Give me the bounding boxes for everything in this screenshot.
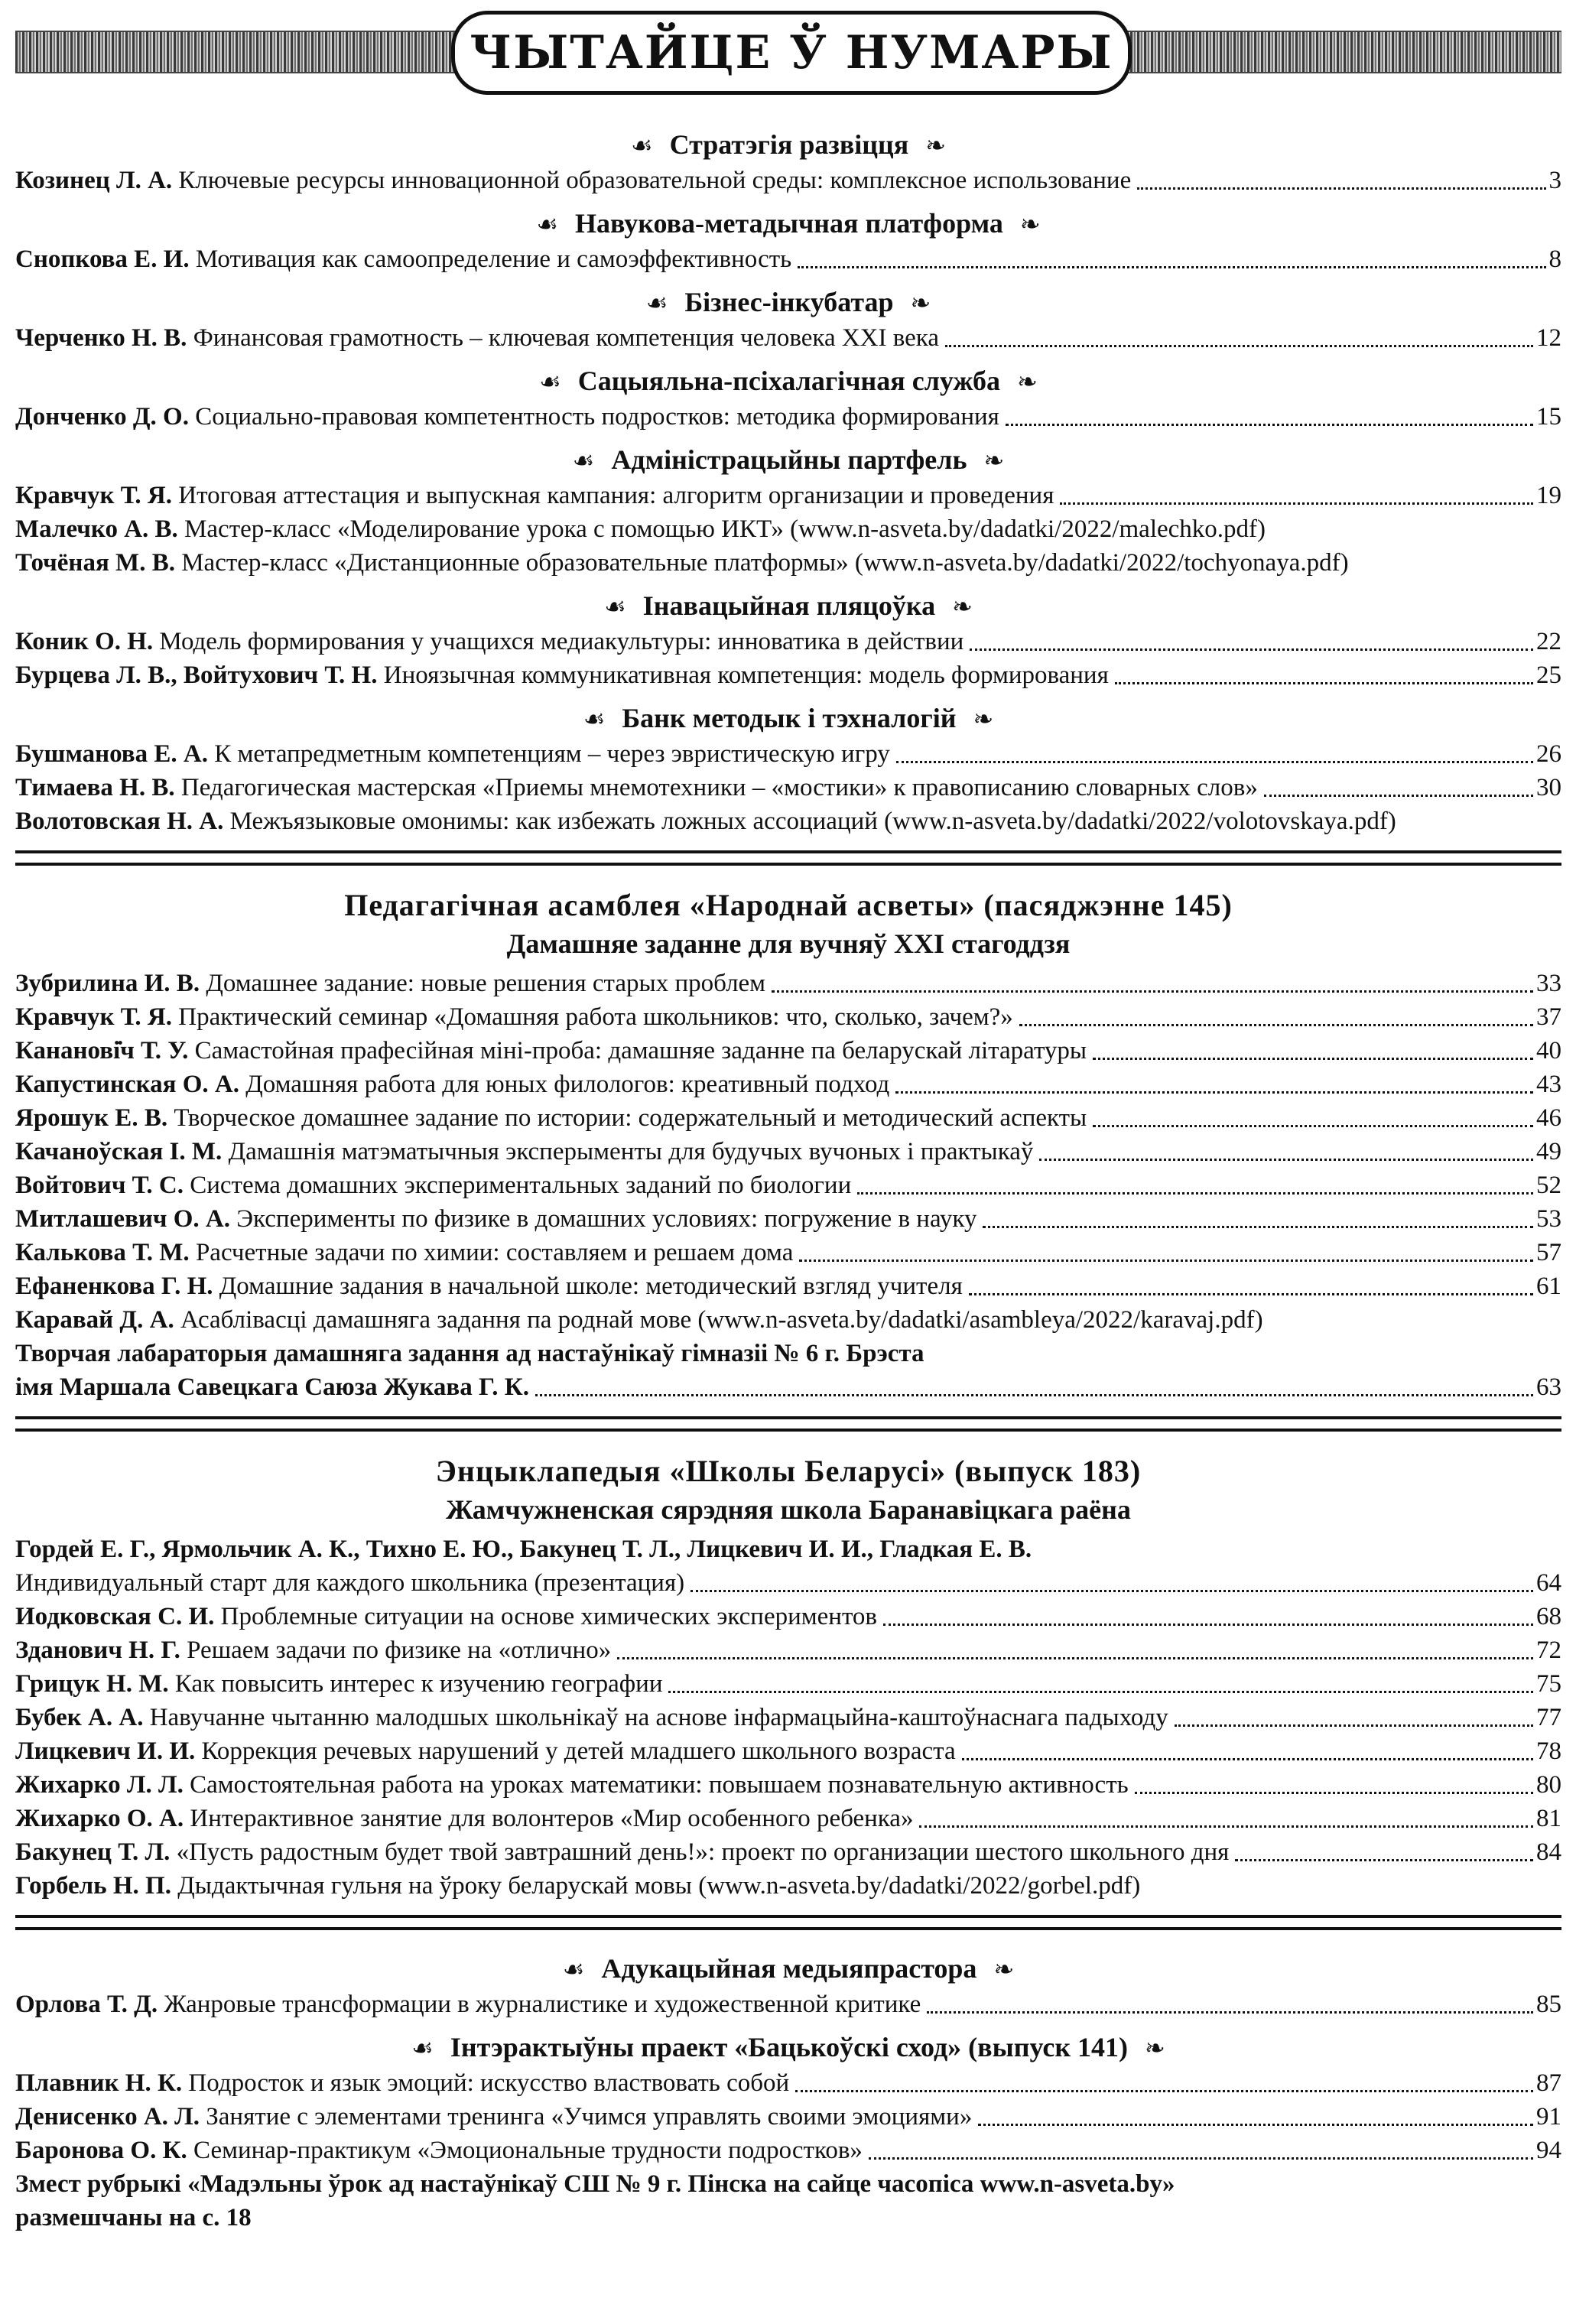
entry-title [15,1802,913,1835]
section-heading: ☙ Стратэгія развіцця ❧ [15,126,1561,164]
page-number: 91 [1536,2103,1561,2131]
entry-author: Иодковская С. И. [15,1603,215,1630]
section-heading: ☙ Інавацыйная пляцоўка ❧ [15,587,1561,625]
entry-text: Дамашнія матэматычныя эксперыменты для будучых вучоных і практыкаў [228,1138,1034,1165]
page-number: 64 [1536,1569,1561,1597]
dot-leader [1115,682,1533,684]
entry-author: Волотовская Н. А. [15,808,224,835]
dot-leader [919,1825,1533,1828]
toc-entry [15,1202,1561,1236]
entry-text: Решаем задачи по физике на «отлично» [187,1637,612,1664]
entry-title: Индивидуальный старт для каждого школьника (презентация) [15,1569,685,1597]
dot-leader [896,761,1533,763]
entry-text: Жанровые трансформации в журналистике и художественной критике [164,1991,921,2018]
dot-leader [970,648,1533,651]
entry-author: Жихарко О. А. [15,1805,184,1832]
encyclopedia-heading: Энцыклапедыя «Школы Беларусі» (выпуск 183) [435,1454,1142,1488]
dot-leader [798,266,1545,268]
page-number: 72 [1536,1637,1561,1664]
dot-leader [1264,795,1533,797]
double-rule [15,1915,1561,1930]
toc-entry [15,1068,1561,1101]
entry-text: Мастер-класс «Дистанционные образовательные платформы» (www.n-asveta.by/dadatki/2022/tochyonaya.pdf) [181,549,1349,577]
double-rule [15,850,1561,866]
dot-leader [962,1758,1533,1760]
entry-author: Козинец Л. А. [15,167,173,194]
section-heading: ☙ Адукацыйная медыяпрастора ❧ [15,1950,1561,1988]
dot-leader [895,1091,1533,1094]
toc-entry [15,625,1561,658]
entry-title [15,1768,1129,1802]
entry-title [15,1202,976,1236]
entry-title [15,1236,793,1269]
leaf-ornament-icon: ❧ [983,447,1005,474]
assembly-final-line: Творчая лабараторыя дамашняга задання ад настаўнікаў гімназіі № 6 г. Брэста [15,1340,924,1367]
dot-leader [883,1624,1533,1626]
entry-author: Зданович Н. Г. [15,1637,180,1664]
dot-leader [535,1394,1533,1396]
section-heading: ☙ Навукова-метадычная платформа ❧ [15,205,1561,242]
leaf-ornament-icon: ❧ [1019,210,1041,238]
encyclopedia-list [15,1600,1561,1903]
toc-entry [15,967,1561,1000]
section-heading: ☙ Бізнес-інкубатар ❧ [15,284,1561,321]
entry-author: Коник О. Н. [15,628,154,655]
entry-author: Донченко Д. О. [15,403,189,431]
entry-text: Как повысить интерес к изучению географии [174,1670,663,1698]
dot-leader [691,1590,1533,1592]
dot-leader [1019,1024,1533,1026]
toc-entry [15,1835,1561,1869]
page-number: 80 [1536,1771,1561,1799]
toc-entry [15,2100,1561,2134]
toc-entry [15,1701,1561,1734]
toc-entry [15,1988,1561,2021]
entry-author: Ярошук Е. В. [15,1104,168,1132]
page-number: 52 [1536,1172,1561,1199]
entry-text: Модель формирования у учащихся медиакультуры: инноватика в действии [159,628,964,655]
page-number: 87 [1536,2069,1561,2097]
entry-text: «Пусть радостным будет твой завтрашний день!»: проект по организации шестого школьного дня [176,1838,1230,1866]
leaf-ornament-icon: ☙ [630,132,653,159]
page-number: 49 [1536,1138,1561,1165]
leaf-ornament-icon: ☙ [604,593,626,620]
media-list [15,1988,1561,2021]
entry-author: Денисенко А. Л. [15,2103,200,2131]
page-number: 57 [1536,1239,1561,1266]
page-number: 94 [1536,2137,1561,2164]
leaf-ornament-icon: ☙ [583,705,606,733]
entry-author: Тимаева Н. В. [15,774,175,801]
entry-text: Асаблівасці дамашняга задання па роднай мове (www.n-asveta.by/dadatki/asambleya/2022/karavaj.pdf) [180,1306,1263,1334]
entry-text: Домашняя работа для юных филологов: креативный подход [245,1071,890,1098]
page-number: 30 [1536,774,1561,801]
page-number: 78 [1536,1737,1561,1765]
entry-author: Точёная М. В. [15,549,175,577]
entry-author: Черченко Н. В. [15,324,187,352]
dot-leader [983,1226,1533,1228]
dot-leader [1135,1792,1533,1794]
table-of-contents-page [15,0,1561,2324]
toc-entry [15,737,1561,771]
dot-leader [1039,1159,1533,1161]
page-number: 33 [1536,970,1561,997]
toc-entry [15,1000,1561,1034]
section-heading: ☙ Сацыяльна-псіхалагічная служба ❧ [15,362,1561,400]
entry-title [15,1701,1168,1734]
project-list [15,2066,1561,2167]
entry-title [15,1633,611,1667]
entry-author: Каравай Д. А. [15,1306,174,1334]
leaf-ornament-icon: ☙ [572,447,595,474]
entry-text: Интерактивное занятие для волонтеров «Мир особенного ребенка» [190,1805,914,1832]
dot-leader [857,1192,1533,1195]
entry-text: Самостоятельная работа на уроках математики: повышаем познавательную активность [190,1771,1129,1799]
entry-title [15,479,1054,512]
entry-title [15,771,1258,804]
entry-text: Домашние задания в начальной школе: методический взгляд учителя [219,1273,963,1300]
page-number: 22 [1536,628,1561,655]
leaf-ornament-icon: ❧ [1017,368,1038,395]
entry-text: Творческое домашнее задание по истории: содержательный и методический аспекты [174,1104,1087,1132]
leaf-ornament-icon: ❧ [925,132,947,159]
entry-title [15,737,890,771]
assembly-list [15,967,1561,1337]
leaf-ornament-icon: ❧ [910,289,931,317]
toc-entry [15,1303,1561,1337]
entry-author: Войтович Т. С. [15,1172,184,1199]
toc-entry [15,1633,1561,1667]
dot-leader [1093,1125,1533,1127]
entry-text: К метапредметным компетенциям – через эвристическую игру [214,740,890,768]
toc-entry [15,479,1561,512]
entry-title [15,1667,662,1701]
entry-text: Финансовая грамотность – ключевая компетенция человека XXI века [193,324,939,352]
toc-entry [15,2066,1561,2100]
dot-leader [1137,187,1545,190]
toc-entry [15,2134,1561,2167]
entry-author: Горбель Н. П. [15,1872,171,1900]
entry-text: Семинар-практикум «Эмоциональные трудности подростков» [193,2137,863,2164]
assembly-heading: Педагагічная асамблея «Народнай асветы» (пасяджэнне 145) [344,888,1233,922]
page-number: 43 [1536,1071,1561,1098]
entry-text: Навучанне чытанню малодшых школьнікаў на аснове інфармацыйна-каштоўнаснага падыходу [149,1704,1168,1731]
entry-title [15,400,999,434]
entry-title [15,1835,1229,1869]
entry-title [15,658,1109,692]
toc-entry [15,400,1561,434]
entry-title [15,1734,956,1768]
dot-leader [978,2124,1533,2126]
page-number: 84 [1536,1838,1561,1866]
double-rule [15,1416,1561,1432]
toc-entry [15,1269,1561,1303]
toc-entry [15,1734,1561,1768]
section-heading: ☙ Інтэрактыўны праект «Бацькоўскі сход» (выпуск 141) ❧ [15,2029,1561,2066]
page-number: 81 [1536,1805,1561,1832]
leaf-ornament-icon: ☙ [562,1955,585,1983]
page-number: 75 [1536,1670,1561,1698]
toc-entry [15,1169,1561,1202]
entry-title [15,2066,789,2100]
entry-title [15,321,939,355]
entry-author: Баронова О. К. [15,2137,187,2164]
entry-title [15,1068,889,1101]
entry-text: Коррекция речевых нарушений у детей младшего школьного возраста [201,1737,956,1765]
entry-title [15,164,1131,197]
entry-author: Бушманова Е. А. [15,740,208,768]
page-number: 61 [1536,1273,1561,1300]
toc-entry [15,1869,1561,1903]
entry-author: Плавник Н. К. [15,2069,183,2097]
toc-entry [15,512,1561,546]
dot-leader [927,2011,1533,2014]
entry-text: Система домашних экспериментальных заданий по биологии [190,1172,852,1199]
assembly-subheading: Дамашняе заданне для вучняў XXI стагоддзя [506,928,1071,959]
toc-entry [15,1101,1561,1135]
dot-leader [1175,1724,1533,1727]
leaf-ornament-icon: ☙ [539,368,561,395]
entry-title [15,625,963,658]
toc-entry [15,1667,1561,1701]
toc-entry [15,1768,1561,1802]
encyclopedia-first-entry [15,1566,1561,1600]
toc-entry [15,546,1561,580]
entry-text: Домашнее задание: новые решения старых проблем [206,970,766,997]
leaf-ornament-icon: ☙ [645,289,668,317]
entry-author: Кравчук Т. Я. [15,482,173,509]
entry-author: Бубек А. А. [15,1704,144,1731]
section-heading: ☙ Банк методык і тэхналогій ❧ [15,700,1561,737]
dot-leader [1093,1058,1533,1060]
entry-text: Социально-правовая компетентность подростков: методика формирования [195,403,999,431]
entry-text: Расчетные задачи по химии: составляем и решаем дома [195,1239,794,1266]
page-number: 25 [1536,661,1561,689]
toc-entry [15,771,1561,804]
entry-text: Мастер-класс «Моделирование урока с помощью ИКТ» (www.n-asveta.by/dadatki/2022/malechko.pdf) [184,515,1266,543]
leaf-ornament-icon: ☙ [536,210,559,238]
page-number: 15 [1536,403,1561,431]
dot-leader [668,1691,1533,1693]
leaf-ornament-icon: ❧ [1145,2034,1165,2062]
entry-title [15,1169,851,1202]
entry-text: Эксперименты по физике в домашних условиях: погружение в науку [236,1205,977,1233]
section-heading: ☙ Адміністрацыйны партфель ❧ [15,441,1561,479]
toc-entry [15,1600,1561,1633]
entry-author: Орлова Т. Д. [15,1991,158,2018]
page-number: 46 [1536,1104,1561,1132]
entry-title [15,1600,877,1633]
entry-title [15,1101,1087,1135]
entry-title [15,2100,972,2134]
dot-leader [795,2090,1533,2092]
entry-text: Практический семинар «Домашняя работа школьников: что, сколько, зачем?» [178,1003,1013,1031]
leaf-ornament-icon: ☙ [411,2034,434,2062]
page-number: 63 [1536,1373,1561,1401]
dot-leader [617,1657,1533,1659]
page-number: 8 [1548,245,1561,273]
entry-author: Жихарко Л. Л. [15,1771,184,1799]
entry-text: Дыдактычная гульня на ўроку беларускай мовы (www.n-asveta.by/dadatki/2022/gorbel.pdf) [177,1872,1141,1900]
entry-author: Снопкова Е. И. [15,245,190,273]
entry-author: Качаноўская І. М. [15,1138,223,1165]
dot-leader [1235,1859,1533,1861]
toc-entry [15,164,1561,197]
leaf-ornament-icon: ❧ [993,1955,1015,1983]
dot-leader [1006,424,1533,426]
entry-text: Ключевые ресурсы инновационной образовательной среды: комплексное использование [178,167,1132,194]
entry-title [15,2134,863,2167]
page-number: 37 [1536,1003,1561,1031]
page-number: 53 [1536,1205,1561,1233]
toc-entry [15,1236,1561,1269]
leaf-ornament-icon: ❧ [952,593,973,620]
entry-author: Бакунец Т. Л. [15,1838,171,1866]
entry-author: Кананові̇ч Т. У. [15,1037,189,1064]
entry-text: Итоговая аттестация и выпускная кампания: алгоритм организации и проведения [178,482,1054,509]
footer-note: размешчаны на с. 18 [15,2204,252,2231]
assembly-final-entry [15,1370,1561,1404]
page-number: 12 [1536,324,1561,352]
entry-author: Митлашевич О. А. [15,1205,231,1233]
entry-text: Педагогическая мастерская «Приемы мнемотехники – «мостики» к правописанию словарных слов» [180,774,1258,801]
entry-author: Зубрилина И. В. [15,970,200,997]
entry-text: Занятие с элементами тренинга «Учимся управлять своими эмоциями» [206,2103,973,2131]
entry-title [15,1034,1087,1068]
toc-entry [15,1135,1561,1169]
dot-leader [945,345,1533,347]
entry-author: Малечко А. В. [15,515,178,543]
page-number: 40 [1536,1037,1561,1064]
entry-title [15,1135,1033,1169]
entry-title [15,967,765,1000]
entry-author: Бурцева Л. В., Войтухович Т. Н. [15,661,378,689]
toc-entry [15,804,1561,838]
page-number: 19 [1536,482,1561,509]
toc-entry [15,242,1561,276]
entry-author: Ефаненкова Г. Н. [15,1273,213,1300]
entry-text: Иноязычная коммуникативная компетенция: модель формирования [383,661,1109,689]
toc-entry [15,1034,1561,1068]
dot-leader [1060,502,1533,505]
entry-author: Калькова Т. М. [15,1239,190,1266]
dot-leader [772,990,1533,993]
dot-leader [799,1260,1533,1262]
contents [15,119,1561,2235]
toc-entry [15,321,1561,355]
entry-author: Грицук Н. М. [15,1670,169,1698]
entry-title [15,242,791,276]
entry-author: Капустинская О. А. [15,1071,239,1098]
entry-author: Лицкевич И. И. [15,1737,196,1765]
entry-text: Межъязыковые омонимы: как избежать ложных ассоциаций (www.n-asveta.by/dadatki/2022/volotovskaya.pdf) [229,808,1396,835]
toc-entry [15,1802,1561,1835]
dot-leader [869,2157,1533,2160]
entry-title [15,1269,963,1303]
page-number: 85 [1536,1991,1561,2018]
page-number: 26 [1536,740,1561,768]
entry-title [15,1000,1013,1034]
entry-text: Самастойная прафесійная міні-проба: дамашняе заданне па беларускай літаратуры [194,1037,1087,1064]
page-number: 77 [1536,1704,1561,1731]
entry-text: Подросток и язык эмоций: искусство властвовать собой [188,2069,790,2097]
assembly-final-line2: імя Маршала Савецкага Саюза Жукава Г. К. [15,1373,529,1401]
page-number: 68 [1536,1603,1561,1630]
entry-text: Проблемные ситуации на основе химических экспериментов [220,1603,878,1630]
dot-leader [969,1293,1533,1295]
toc-entry [15,658,1561,692]
footer-note: Змест рубрыкі «Мадэльны ўрок ад настаўнікаў СШ № 9 г. Пінска на сайце часопіса www.n-asveta.by» [15,2170,1175,2198]
encyclopedia-authors: Гордей Е. Г., Ярмольчик А. К., Тихно Е. Ю., Бакунец Т. Л., Лицкевич И. И., Гладкая Е. В. [15,1536,1032,1563]
entry-title [15,1988,921,2021]
page-number: 3 [1548,167,1561,194]
entry-author: Кравчук Т. Я. [15,1003,173,1031]
encyclopedia-subheading: Жамчужненская сярэдняя школа Баранавіцкага раёна [446,1494,1131,1525]
rubrics [15,126,1561,838]
entry-text: Мотивация как самоопределение и самоэффективность [195,245,792,273]
page-title: ЧЫТАЙЦЕ Ў НУМАРЫ [451,11,1132,95]
leaf-ornament-icon: ❧ [973,705,994,733]
